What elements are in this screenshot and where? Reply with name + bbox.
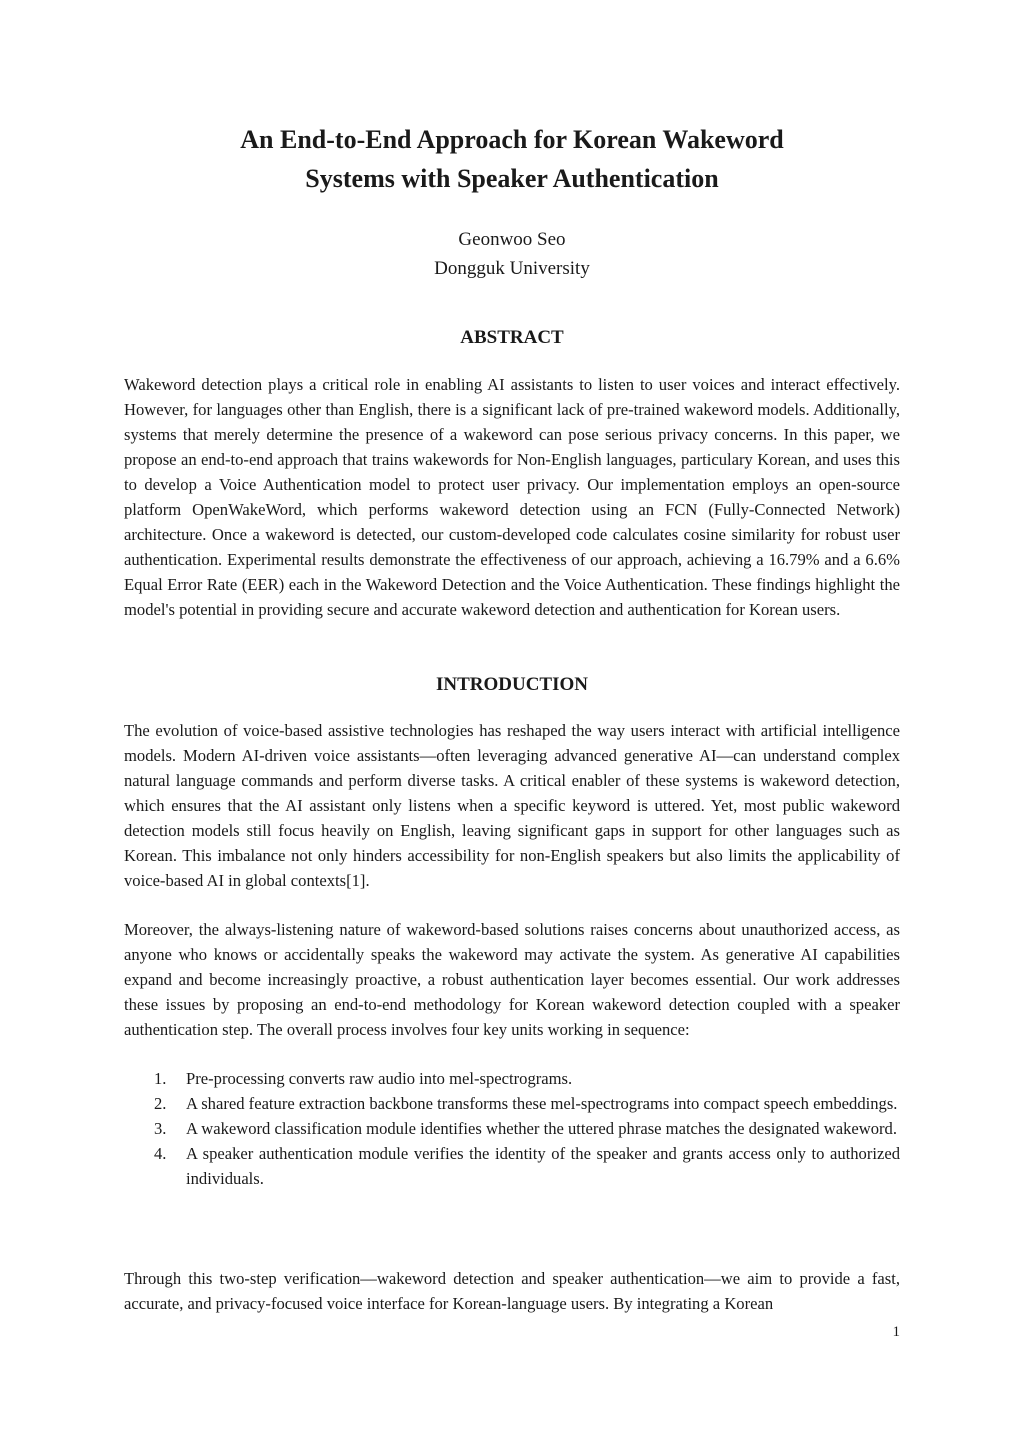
list-item-number: 4.: [154, 1144, 167, 1163]
intro-paragraph: The evolution of voice-based assistive technologies has reshaped the way users interact with artificial intelligence models. Modern AI-driven voice assistants—often leveraging advanced generative AI—can understand complex natural language commands and perform diverse tasks. A critical enabler of these systems is wakeword detection, which ensures that the AI assistant only listens when a specific keyword is uttered. Yet, most public wakeword detection models still focus heavily on English, leaving significant gaps in support for other languages such as Korean. This imbalance not only hinders accessibility for non-English speakers but also limits the applicability of voice-based AI in global contexts[1].: [124, 721, 900, 890]
process-steps-list: [124, 1066, 900, 1191]
author-affiliation: Dongguk University: [434, 258, 590, 279]
title-line: Systems with Speaker Authentication: [305, 164, 719, 193]
introduction-heading: INTRODUCTION: [435, 674, 589, 695]
list-item: [124, 1141, 900, 1191]
page-number: 1: [892, 1324, 900, 1340]
list-item-number: 3.: [154, 1119, 167, 1138]
list-item-number: 1.: [154, 1069, 167, 1088]
list-item-text: A wakeword classification module identifies whether the uttered phrase matches the designated wakeword.: [186, 1119, 897, 1138]
author-name: Geonwoo Seo: [458, 229, 566, 250]
author-block: [124, 225, 900, 283]
title-line: An End-to-End Approach for Korean Wakeword: [240, 125, 784, 154]
list-item: [124, 1116, 900, 1141]
abstract-heading: ABSTRACT: [460, 327, 564, 348]
list-item-number: 2.: [154, 1094, 167, 1113]
list-item: [124, 1091, 900, 1116]
closing-paragraph: Through this two-step verification—wakeword detection and speaker authentication—we aim to provide a fast, accurate, and privacy-focused voice interface for Korean-language users. By integrating a Korean: [124, 1269, 900, 1313]
list-item: [124, 1066, 900, 1091]
list-item-text: A shared feature extraction backbone transforms these mel-spectrograms into compact speech embeddings.: [186, 1094, 898, 1113]
abstract-paragraph: Wakeword detection plays a critical role in enabling AI assistants to listen to user voices and interact effectively. However, for languages other than English, there is a significant lack of pre-trained wakeword models. Additionally, systems that merely determine the presence of a wakeword can pose serious privacy concerns. In this paper, we propose an end-to-end approach that trains wakewords for Non-English languages, particulary Korean, and uses this to develop a Voice Authentication model to protect user privacy. Our implementation employs an open-source platform OpenWakeWord, which performs wakeword detection using an FCN (Fully-Connected Network) architecture. Once a wakeword is detected, our custom-developed code calculates cosine similarity for robust user authentication. Experimental results demonstrate the effectiveness of our approach, achieving a 16.79% and a 6.6% Equal Error Rate (EER) each in the Wakeword Detection and the Voice Authentication. These findings highlight the model's potential in providing secure and accurate wakeword detection and authentication for Korean users.: [124, 375, 900, 619]
list-item-text: A speaker authentication module verifies the identity of the speaker and grants access only to authorized individuals.: [186, 1144, 900, 1188]
list-item-text: Pre-processing converts raw audio into mel-spectrograms.: [186, 1069, 573, 1088]
paper-title: [124, 120, 900, 198]
intro-paragraph: Moreover, the always-listening nature of wakeword-based solutions raises concerns about unauthorized access, as anyone who knows or accidentally speaks the wakeword may activate the system. As generative AI capabilities expand and become increasingly proactive, a robust authentication layer becomes essential. Our work addresses these issues by proposing an end-to-end methodology for Korean wakeword detection coupled with a speaker authentication step. The overall process involves four key units working in sequence:: [124, 920, 900, 1039]
